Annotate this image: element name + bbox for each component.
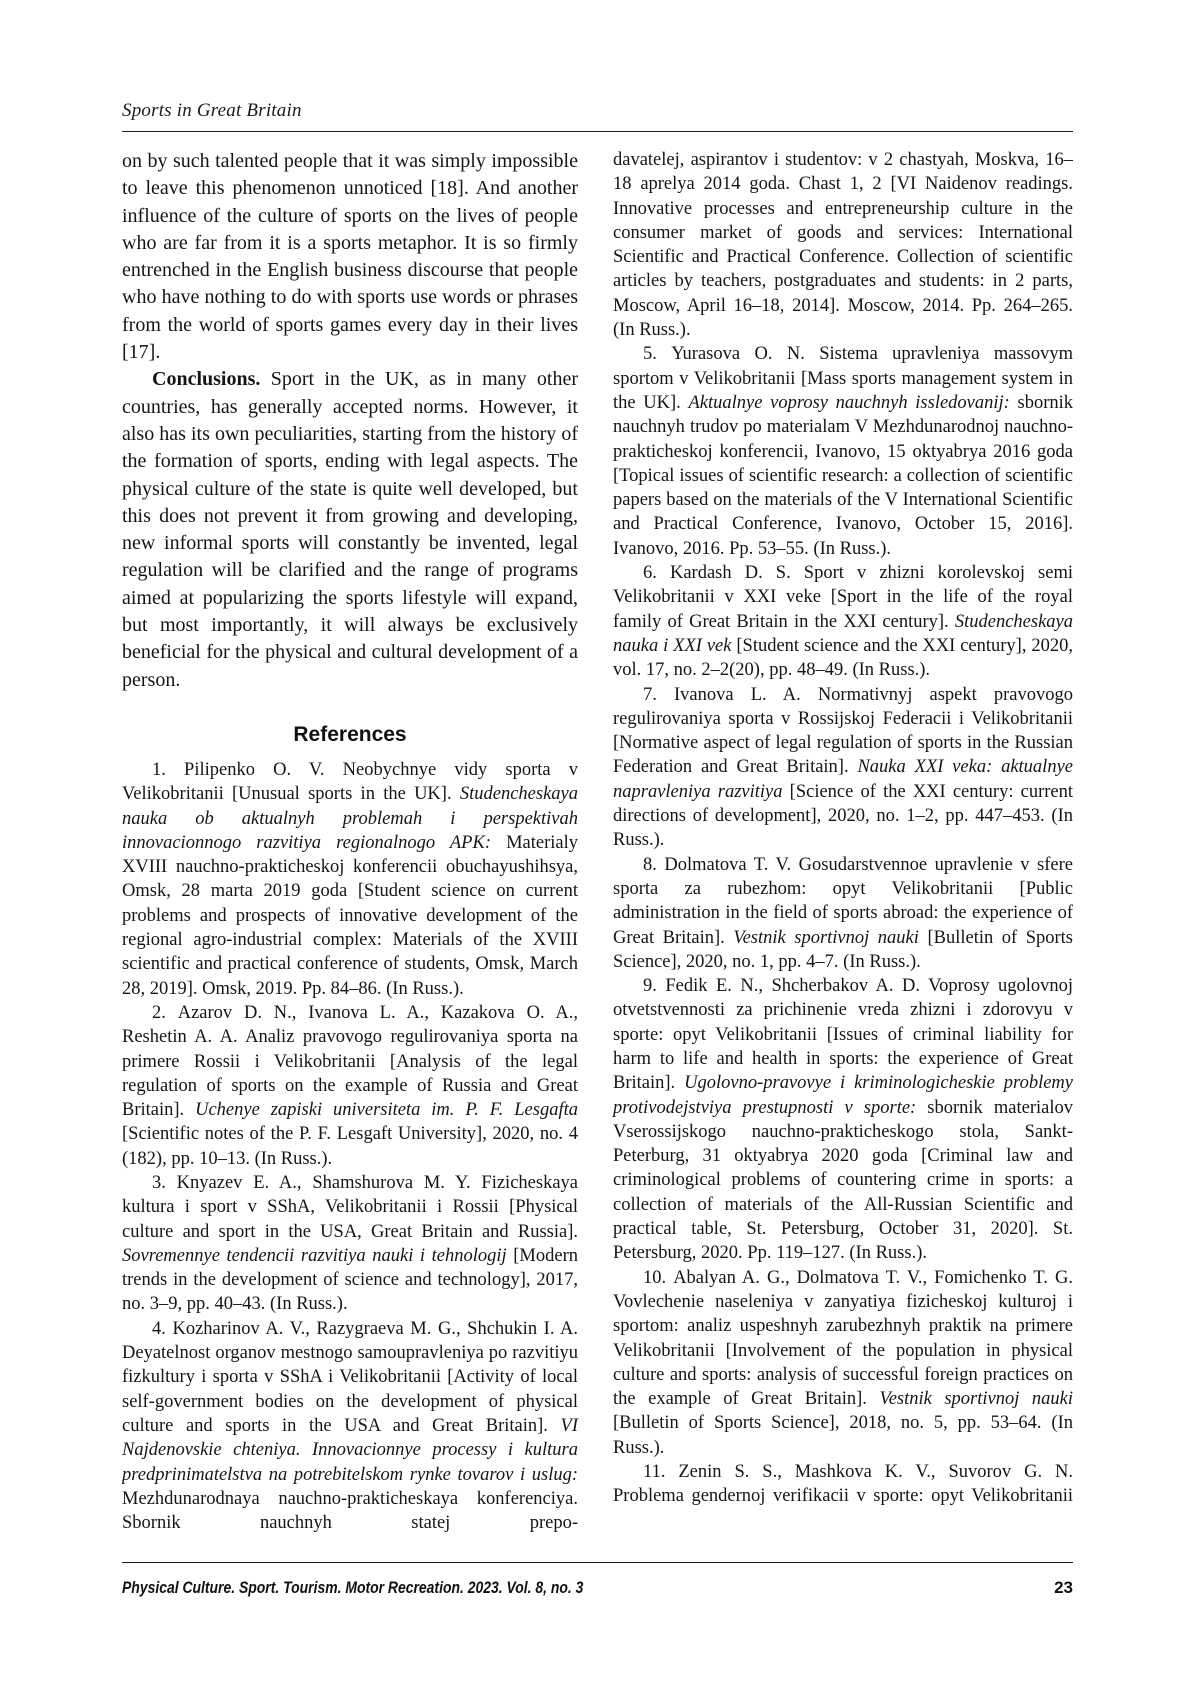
- references-heading: References: [293, 722, 407, 746]
- references-list-left: [122, 758, 578, 1536]
- reference-item: 8. Dolmatova T. V. Gosudarstvennoe upravlenie v sfere sporta za rubezhom: opyt Velikobritanii [Public administration in the field of sports abroad: the experience of Great Britain]. Vestnik sportivnoj nauki [Bulletin of Sports Science], 2020, no. 1, pp. 4–7. (In Russ.).: [613, 854, 1073, 972]
- reference-item: 6. Kardash D. S. Sport v zhizni korolevskoj semi Velikobritanii v XXI veke [Sport in the life of the royal family of Great Britain in the XXI century]. Studencheskaya nauka i XXI vek [Student science and the XXI century], 2020, vol. 17, no. 2–2(20), pp. 48–49. (In Russ.).: [613, 563, 1073, 681]
- right-column: [613, 148, 1073, 1556]
- reference-item: 2. Azarov D. N., Ivanova L. A., Kazakova O. A., Reshetin A. A. Analiz pravovogo regulirovaniya sporta na primere Rossii i Velikobritanii [Analysis of the legal regulation of sports on the example of Russia and Great Britain]. Uchenye zapiski universiteta im. P. F. Lesgafta [Scientific notes of the P. F. Lesgaft University], 2020, no. 4 (182), pp. 10–13. (In Russ.).: [122, 1002, 578, 1169]
- footer-page-number: 23: [1054, 1578, 1073, 1597]
- reference-item: 3. Knyazev E. A., Shamshurova M. Y. Fizicheskaya kultura i sport v SShA, Velikobritanii i Rossii [Physical culture and sport in the USA, Great Britain and Russia]. Sovremennye tendencii razvitiya nauki i tehnologij [Modern trends in the development of science and technology], 2017, no. 3–9, pp. 40–43. (In Russ.).: [122, 1172, 578, 1315]
- body-paragraph: Conclusions. Sport in the UK, as in many other countries, has generally accepted norms. However, it also has its own peculiarities, starting from the history of the formation of sports, ending with legal aspects. The physical culture of the state is quite well developed, but this does not prevent it from growing and developing, new informal sports will constantly be invented, legal regulation will be clarified and the range of programs aimed at popularizing the sports lifestyle will expand, but most importantly, it will always be exclusively beneficial for the physical and cultural development of a person.: [122, 368, 578, 691]
- footer-rule: [122, 1562, 1073, 1563]
- reference-item: 5. Yurasova O. N. Sistema upravleniya massovym sportom v Velikobritanii [Mass sports management system in the UK]. Aktualnye voprosy nauchnyh issledovanij: sbornik nauchnyh trudov po materialam V Mezhdunarodnoj nauchno-prakticheskoj konferencii, Ivanovo, 15 oktyabrya 2016 goda [Topical issues of scientific research: a collection of scientific papers based on the materials of the V International Scientific and Practical Conference, Ivanovo, October 15, 2016]. Ivanovo, 2016. Pp. 53–55. (In Russ.).: [613, 344, 1073, 559]
- left-column: [122, 148, 578, 1556]
- reference-item: 4. Kozharinov A. V., Razygraeva M. G., Shchukin I. A. Deyatelnost organov mestnogo samoupravleniya po razvitiyu fizkultury i sporta v SShA i Velikobritanii [Activity of local self-government bodies on the development of physical culture and sports in the USA and Great Britain]. VI Najdenovskie chteniya. Innovacionnye processy i kultura predprinimatelstva na potrebitelskom rynke tovarov i uslug: Mezhdunarodnaya nauchno-prakticheskaya konferenciya. Sbornik nauchnyh statej prepo-: [122, 1318, 578, 1534]
- body-paragraph: on by such talented people that it was simply impossible to leave this phenomenon unnoticed [18]. And another influence of the culture of sports on the lives of people who are far from it is a sports metaphor. It is so firmly entrenched in the English business discourse that people who have nothing to do with sports use words or phrases from the world of sports games every day in their lives [17].: [122, 150, 578, 364]
- reference-item: 11. Zenin S. S., Mashkova K. V., Suvorov G. N. Problema gendernoj verifikacii v sporte: opyt Velikobritanii: [613, 1462, 1073, 1507]
- reference-item: davatelej, aspirantov i studentov: v 2 chastyah, Moskva, 16–18 aprelya 2014 goda. Chast 1, 2 [VI Naidenov readings. Innovative processes and entrepreneurship culture in the consumer market of goods and services: International Scientific and Practical Conference. Collection of scientific articles by teachers, postgraduates and students: in 2 parts, Moscow, April 16–18, 2014]. Moscow, 2014. Pp. 264–265. (In Russ.).: [613, 150, 1073, 341]
- running-title: Sports in Great Britain: [122, 100, 302, 121]
- reference-item: 1. Pilipenko O. V. Neobychnye vidy sporta v Velikobritanii [Unusual sports in the UK]. Studencheskaya nauka ob aktualnyh problemah i perspektivah innovacionnogo razvitiya regionalnogo APK: Materialy XVIII nauchno-prakticheskoj konferencii obuchayushihsya, Omsk, 28 marta 2019 goda [Student science on current problems and prospects of innovative development of the regional agro-industrial complex: Materials of the XVIII scientific and practical conference of students, Omsk, March 28, 2019]. Omsk, 2019. Pp. 84–86. (In Russ.).: [122, 759, 578, 999]
- header-rule: [122, 131, 1073, 132]
- text-columns: [122, 148, 1073, 1556]
- reference-item: 9. Fedik E. N., Shcherbakov A. D. Voprosy ugolovnoj otvetstvennosti za prichinenie vreda zhizni i zdorovyu v sporte: opyt Velikobritanii [Issues of criminal liability for harm to life and health in sports: the experience of Great Britain]. Ugolovno-pravovye i kriminologicheskie problemy protivodejstviya prestupnosti v sporte: sbornik materialov Vserossijskogo nauchno-prakticheskogo stola, Sankt-Peterburg, 31 oktyabrya 2020 goda [Criminal law and criminological problems of countering crime in sports: a collection of materials of the All-Russian Scientific and practical table, St. Petersburg, October 31, 2020]. St. Petersburg, 2020. Pp. 119–127. (In Russ.).: [613, 976, 1073, 1264]
- references-list-right: [613, 148, 1073, 1509]
- reference-item: 7. Ivanova L. A. Normativnyj aspekt pravovogo regulirovaniya sporta v Rossijskoj Federacii i Velikobritanii [Normative aspect of legal regulation of sports in the Russian Federation and Great Britain]. Nauka XXI veka: aktualnye napravleniya razvitiya [Science of the XXI century: current directions of development], 2020, no. 1–2, pp. 447–453. (In Russ.).: [613, 684, 1073, 851]
- reference-item: 10. Abalyan A. G., Dolmatova T. V., Fomichenko T. G. Vovlechenie naseleniya v zanyatiya fizicheskoj kulturoj i sportom: analiz uspeshnyh zarubezhnyh praktik na primere Velikobritanii [Involvement of the population in physical culture and sports: analysis of successful foreign practices on the example of Great Britain]. Vestnik sportivnoj nauki [Bulletin of Sports Science], 2018, no. 5, pp. 53–64. (In Russ.).: [613, 1267, 1073, 1458]
- footer-journal-line: Physical Culture. Sport. Tourism. Motor Recreation. 2023. Vol. 8, no. 3: [122, 1578, 584, 1597]
- body-text-block: [122, 148, 578, 694]
